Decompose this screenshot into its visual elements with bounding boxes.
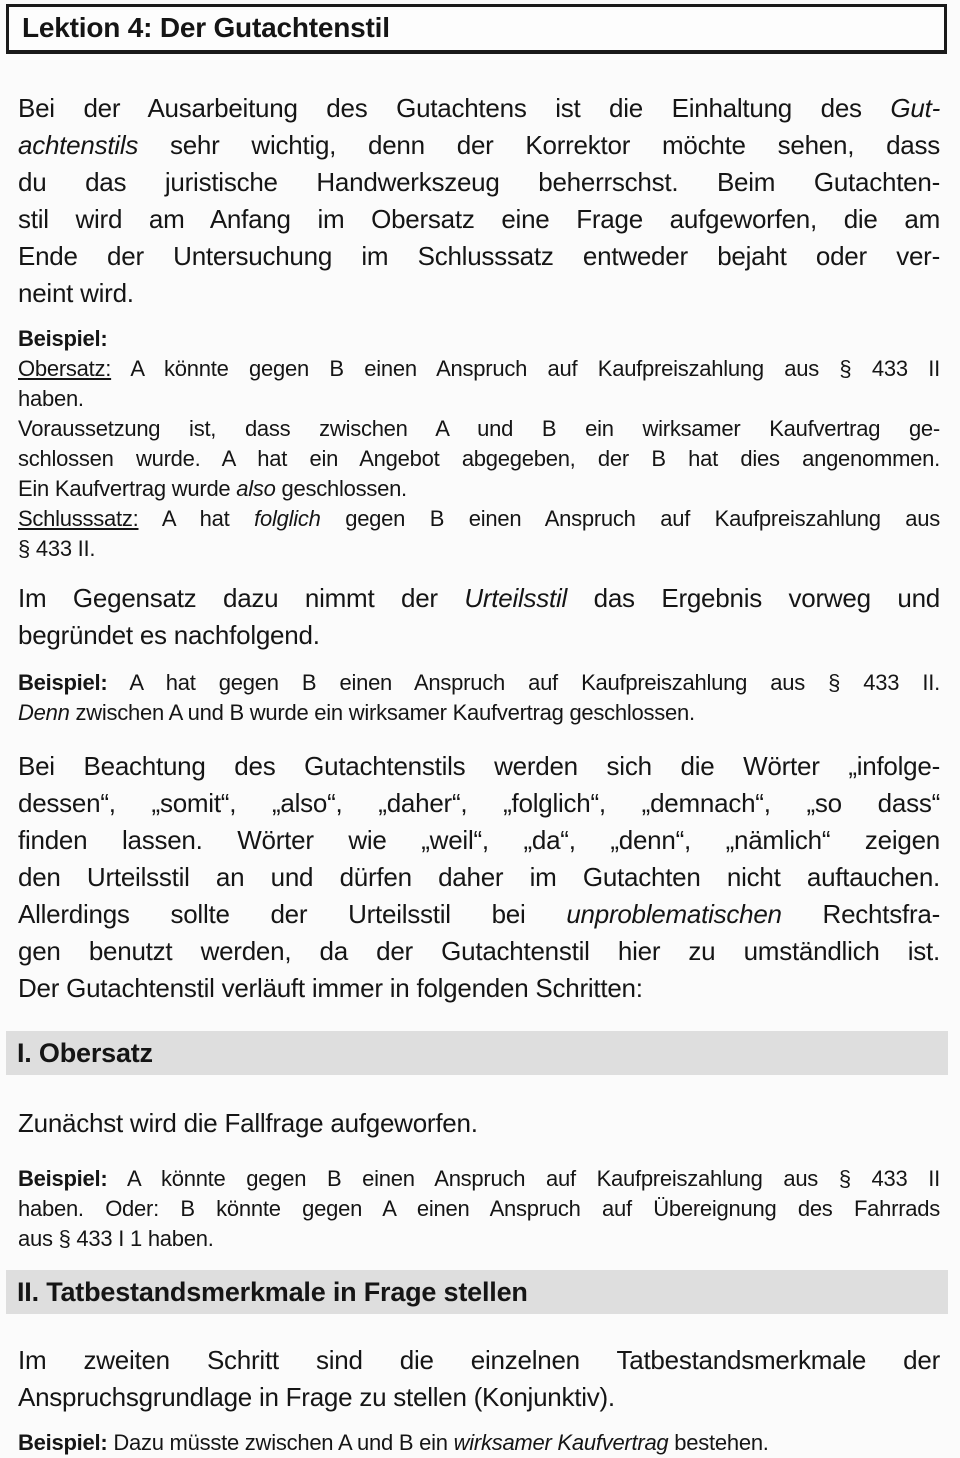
text-line: achtenstils sehr wichtig, denn der Korrektor möchte sehen, dass	[18, 130, 940, 160]
text-line: dessen“, „somit“, „also“, „daher“, „folglich“, „demnach“, „so dass“	[18, 788, 940, 818]
text-line: haben. Oder: B könnte gegen A einen Anspruch auf Übereignung des Fahrrads	[18, 1196, 940, 1221]
text-line: neint wird.	[18, 278, 134, 308]
text-line: Schlusssatz: A hat folglich gegen B einen Anspruch auf Kaufpreiszahlung aus	[18, 506, 940, 531]
text-line: haben.	[18, 386, 84, 411]
example-urteilsstil-block	[18, 668, 940, 728]
text-line: Allerdings sollte der Urteilsstil bei unproblematischen Rechtsfra-	[18, 899, 940, 929]
example-tatbestand-line	[18, 1428, 940, 1458]
tatbestand-paragraph	[18, 1342, 940, 1416]
text-line: Bei Beachtung des Gutachtenstils werden sich die Wörter „infolge-	[18, 751, 940, 781]
text-line: stil wird am Anfang im Obersatz eine Frage aufgeworfen, die am	[18, 204, 940, 234]
text-line: du das juristische Handwerkszeug beherrschst. Beim Gutachten-	[18, 167, 940, 197]
text-line: Beispiel: A hat gegen B einen Anspruch auf Kaufpreiszahlung aus § 433 II.	[18, 670, 940, 695]
text-line: Anspruchsgrundlage in Frage zu stellen (Konjunktiv).	[18, 1382, 615, 1412]
example-obersatz-block	[18, 1164, 940, 1254]
text-line: Ein Kaufvertrag wurde also geschlossen.	[18, 476, 407, 501]
text-line: Beispiel:	[18, 326, 108, 351]
text-line: Voraussetzung ist, dass zwischen A und B ein wirksamer Kaufvertrag ge-	[18, 416, 940, 441]
lesson-title: Lektion 4: Der Gutachtenstil	[22, 12, 390, 43]
urteilsstil-paragraph	[18, 580, 940, 654]
fallfrage-paragraph	[18, 1105, 940, 1142]
text-line: Denn zwischen A und B wurde ein wirksamer Kaufvertrag geschlossen.	[18, 700, 695, 725]
text-line: aus § 433 I 1 haben.	[18, 1226, 214, 1251]
text-line: begründet es nachfolgend.	[18, 620, 320, 650]
text-line: finden lassen. Wörter wie „weil“, „da“, „denn“, „nämlich“ zeigen	[18, 825, 940, 855]
text-line: den Urteilsstil an und dürfen daher im Gutachten nicht auftauchen.	[18, 862, 940, 892]
text-line: Ende der Untersuchung im Schlusssatz entweder bejaht oder ver-	[18, 241, 940, 271]
signal-words-paragraph	[18, 748, 940, 1007]
text-line: § 433 II.	[18, 536, 96, 561]
text-line: Im zweiten Schritt sind die einzelnen Tatbestandsmerkmale der	[18, 1345, 940, 1375]
lesson-title-box	[6, 4, 947, 54]
text-line: Beispiel: Dazu müsste zwischen A und B ein wirksamer Kaufvertrag bestehen.	[18, 1430, 769, 1455]
example-gutachtenstil-block	[18, 324, 940, 564]
text-line: Bei der Ausarbeitung des Gutachtens ist die Einhaltung des Gut-	[18, 93, 940, 123]
intro-paragraph	[18, 90, 940, 312]
text-line: Der Gutachtenstil verläuft immer in folgenden Schritten:	[18, 973, 643, 1003]
section-heading-tatbestandsmerkmale: II. Tatbestandsmerkmale in Frage stellen	[6, 1270, 948, 1314]
text-line: schlossen wurde. A hat ein Angebot abgegeben, der B hat dies angenommen.	[18, 446, 940, 471]
text-line: gen benutzt werden, da der Gutachtenstil hier zu umständlich ist.	[18, 936, 940, 966]
text-line: Im Gegensatz dazu nimmt der Urteilsstil das Ergebnis vorweg und	[18, 583, 941, 613]
text-line: Beispiel: A könnte gegen B einen Anspruch auf Kaufpreiszahlung aus § 433 II	[18, 1166, 940, 1191]
text-line: Obersatz: A könnte gegen B einen Anspruch auf Kaufpreiszahlung aus § 433 II	[18, 356, 940, 381]
section-heading-obersatz: I. Obersatz	[6, 1031, 948, 1075]
text-line: Zunächst wird die Fallfrage aufgeworfen.	[18, 1108, 478, 1138]
